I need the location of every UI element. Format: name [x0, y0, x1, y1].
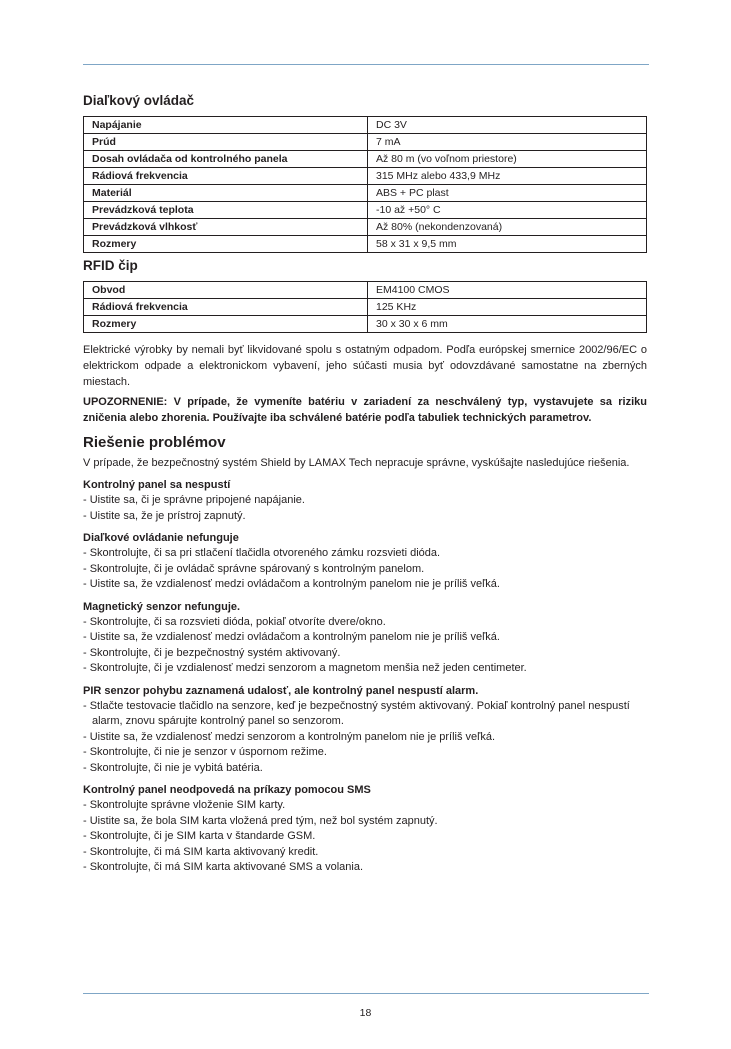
issue-step: - Stlačte testovacie tlačidlo na senzore, keď je bezpečnostný systém aktivovaný. Pokiaľ kontrolný panel nespustí alarm, znovu spárujte kontrolný panel so senzorom. [83, 699, 630, 727]
spec-key: Dosah ovládača od kontrolného panela [84, 151, 368, 168]
spec-key: Prúd [84, 134, 368, 151]
spec-key: Obvod [84, 282, 368, 299]
table-row [84, 282, 647, 299]
troubleshooting-title: Riešenie problémov [83, 434, 226, 451]
issue-heading: Kontrolný panel sa nespustí [83, 479, 231, 491]
issue-step: - Uistite sa, že bola SIM karta vložená pred tým, než bol systém zapnutý. [83, 814, 438, 827]
spec-value: 315 MHz alebo 433,9 MHz [368, 168, 647, 185]
spec-key: Prevádzková teplota [84, 202, 368, 219]
remote-heading: Diaľkový ovládač [83, 93, 195, 108]
issue-step: - Skontrolujte, či je SIM karta v štandarde GSM. [83, 830, 316, 842]
issue-block [83, 782, 647, 876]
spec-value: 7 mA [368, 134, 647, 151]
issue-step: - Skontrolujte, či sa pri stlačení tlačidla otvoreného zámku rozsvieti dióda. [83, 547, 441, 559]
issue-heading: PIR senzor pohybu zaznamená udalosť, ale kontrolný panel nespustí alarm. [83, 684, 479, 697]
spec-value: -10 až +50° C [368, 202, 647, 219]
issue-step: - Skontrolujte, či má SIM karta aktivovaný kredit. [83, 845, 319, 858]
page-content [83, 92, 647, 876]
table-row [84, 185, 647, 202]
issue-heading: Magnetický senzor nefunguje. [83, 600, 241, 613]
spec-key: Rozmery [84, 316, 368, 333]
rfid-spec-table [83, 281, 647, 333]
issue-step: - Skontrolujte, či má SIM karta aktivované SMS a volania. [83, 861, 364, 873]
issue-step: - Skontrolujte, či je vzdialenosť medzi senzorom a magnetom menšia než jeden centimeter. [83, 662, 527, 674]
issue-step: - Uistite sa, že vzdialenosť medzi ovládačom a kontrolným panelom nie je príliš veľká. [83, 631, 500, 643]
table-row [84, 202, 647, 219]
issue-step: - Uistite sa, že vzdialenosť medzi ovládačom a kontrolným panelom nie je príliš veľká. [83, 578, 500, 590]
remote-spec-table [83, 116, 647, 253]
disposal-paragraph: Elektrické výrobky by nemali byť likvidované spolu s ostatným odpadom. Podľa európskej smernice 2002/96/EC o elektrickom odpade a elektronickom vybavení, jeho súčasti musia byť odovzdávané samostatne na zberných miestach. [83, 344, 647, 388]
spec-value: 30 x 30 x 6 mm [368, 316, 647, 333]
spec-key: Napájanie [84, 117, 368, 134]
table-row [84, 299, 647, 316]
table-row [84, 219, 647, 236]
issue-block [83, 683, 647, 777]
table-row [84, 236, 647, 253]
spec-key: Rádiová frekvencia [84, 299, 368, 316]
issue-step: - Skontrolujte správne vloženie SIM karty. [83, 799, 286, 811]
issue-step: - Uistite sa, či je správne pripojené napájanie. [83, 494, 305, 506]
spec-value: ABS + PC plast [368, 185, 647, 202]
spec-value: 58 x 31 x 9,5 mm [368, 236, 647, 253]
issue-block [83, 477, 647, 524]
spec-value: EM4100 CMOS [368, 282, 647, 299]
issue-step: - Skontrolujte, či sa rozsvieti dióda, pokiaľ otvoríte dvere/okno. [83, 615, 386, 628]
troubleshooting-intro: V prípade, že bezpečnostný systém Shield by LAMAX Tech nepracuje správne, vyskúšajte nasledujúce riešenia. [83, 457, 630, 469]
spec-value: Až 80% (nekondenzovaná) [368, 219, 647, 236]
table-row [84, 117, 647, 134]
spec-key: Prevádzková vlhkosť [84, 219, 368, 236]
page-number: 18 [359, 1007, 372, 1019]
spec-value: 125 KHz [368, 299, 647, 316]
issue-step: - Skontrolujte, či nie je vybitá batéria. [83, 761, 263, 774]
spec-key: Rozmery [84, 236, 368, 253]
footer-rule [83, 993, 649, 994]
issue-step: - Skontrolujte, či je ovládač správne spárovaný s kontrolným panelom. [83, 562, 425, 575]
issue-step: - Uistite sa, že je prístroj zapnutý. [83, 509, 246, 522]
warning-paragraph: UPOZORNENIE: V prípade, že vymeníte batériu v zariadení za neschválený typ, vystavujete sa riziku zničenia alebo zhorenia. Používajte iba schválené batérie podľa tabuliek technických parametrov. [83, 396, 647, 424]
rfid-heading: RFID čip [83, 258, 138, 273]
header-rule [83, 64, 649, 65]
spec-value: Až 80 m (vo voľnom priestore) [368, 151, 647, 168]
table-row [84, 316, 647, 333]
table-row [84, 151, 647, 168]
issue-step: - Skontrolujte, či nie je senzor v úspornom režime. [83, 746, 327, 758]
issue-block [83, 599, 647, 677]
issue-heading: Kontrolný panel neodpovedá na príkazy pomocou SMS [83, 784, 371, 796]
table-row [84, 134, 647, 151]
spec-value: DC 3V [368, 117, 647, 134]
issue-step: - Skontrolujte, či je bezpečnostný systém aktivovaný. [83, 646, 341, 659]
table-row [84, 168, 647, 185]
spec-key: Rádiová frekvencia [84, 168, 368, 185]
issue-step: - Uistite sa, že vzdialenosť medzi senzorom a kontrolným panelom nie je príliš veľká. [83, 730, 496, 743]
spec-key: Materiál [84, 185, 368, 202]
issue-heading: Diaľkové ovládanie nefunguje [83, 532, 239, 544]
issue-block [83, 530, 647, 593]
